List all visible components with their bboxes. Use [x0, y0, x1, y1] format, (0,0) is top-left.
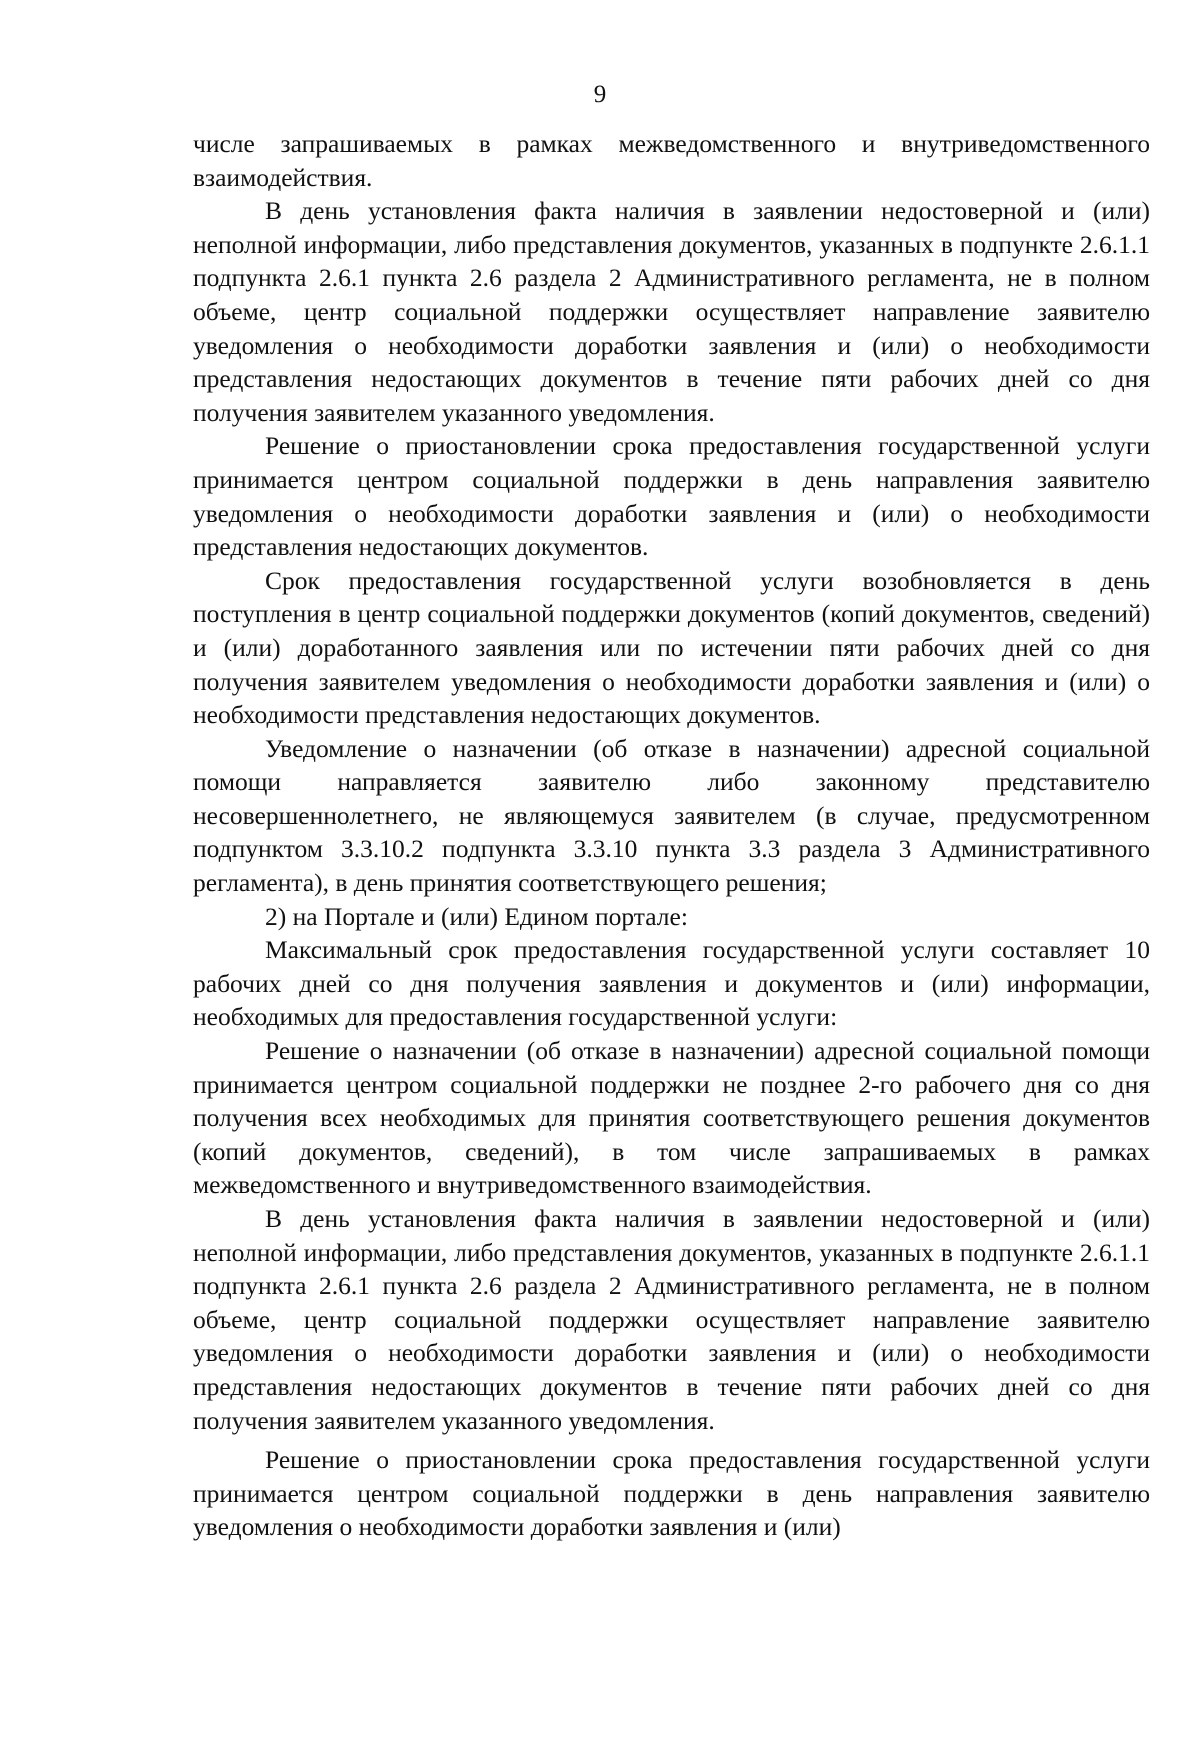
paragraph-assignment-decision: Решение о назначении (об отказе в назначении) адресной социальной помощи принимается центром социальной поддержки не позднее 2-го рабочего дня со дня получения всех необходимых для принятия соответствующего решения документов (копий документов, сведений), в том числе запрашиваемых в рамках межведомственного и внутриведомственного взаимодействия.	[193, 1036, 1150, 1200]
paragraph-term-resumption: Срок предоставления государственной услуги возобновляется в день поступления в центр социальной поддержки документов (копий документов, сведений) и (или) доработанного заявления или по истечении пяти рабочих дней со дня получения заявителем уведомления о необходимости доработки заявления и (или) о необходимости представления недостающих документов.	[193, 565, 1150, 730]
paragraph-continuation: числе запрашиваемых в рамках межведомственного и внутриведомственного взаимодействия.	[193, 129, 1150, 192]
paragraph-suspension-decision-portal: Решение о приостановлении срока предоставления государственной услуги принимается центром социальной поддержки в день направления заявителю уведомления о необходимости доработки заявления и (или)	[193, 1445, 1150, 1542]
paragraph-assignment-notice: Уведомление о назначении (об отказе в назначении) адресной социальной помощи направляется заявителю либо законному представителю несовершеннолетнего, не являющемуся заявителем (в случае, предусмотренном подпунктом 3.3.10.2 подпункта 3.3.10 пункта 3.3 раздела 3 Административного регламента), в день принятия соответствующего решения;	[193, 733, 1150, 898]
page-number: 9	[593, 81, 607, 108]
paragraph-suspension-decision: Решение о приостановлении срока предоставления государственной услуги принимается центром социальной поддержки в день направления заявителю уведомления о необходимости доработки заявления и (или) о необходимости представления недостающих документов.	[193, 431, 1150, 562]
paragraph-incomplete-info-notice-portal: В день установления факта наличия в заявлении недостоверной и (или) неполной информации, либо представления документов, указанных в подпункте 2.6.1.1 подпункта 2.6.1 пункта 2.6 раздела 2 Административного регламента, не в полном объеме, центр социальной поддержки осуществляет направление заявителю уведомления о необходимости доработки заявления и (или) о необходимости представления недостающих документов в течение пяти рабочих дней со дня получения заявителем указанного уведомления.	[193, 1204, 1150, 1435]
paragraph-maximum-term: Максимальный срок предоставления государственной услуги составляет 10 рабочих дней со дня получения заявления и документов и (или) информации, необходимых для предоставления государственной услуги:	[193, 935, 1150, 1032]
paragraph-incomplete-info-notice: В день установления факта наличия в заявлении недостоверной и (или) неполной информации, либо представления документов, указанных в подпункте 2.6.1.1 подпункта 2.6.1 пункта 2.6 раздела 2 Административного регламента, не в полном объеме, центр социальной поддержки осуществляет направление заявителю уведомления о необходимости доработки заявления и (или) о необходимости представления недостающих документов в течение пяти рабочих дней со дня получения заявителем указанного уведомления.	[193, 196, 1150, 427]
paragraph-portal-heading: 2) на Портале и (или) Едином портале:	[265, 901, 688, 931]
document-body	[193, 127, 1150, 1544]
